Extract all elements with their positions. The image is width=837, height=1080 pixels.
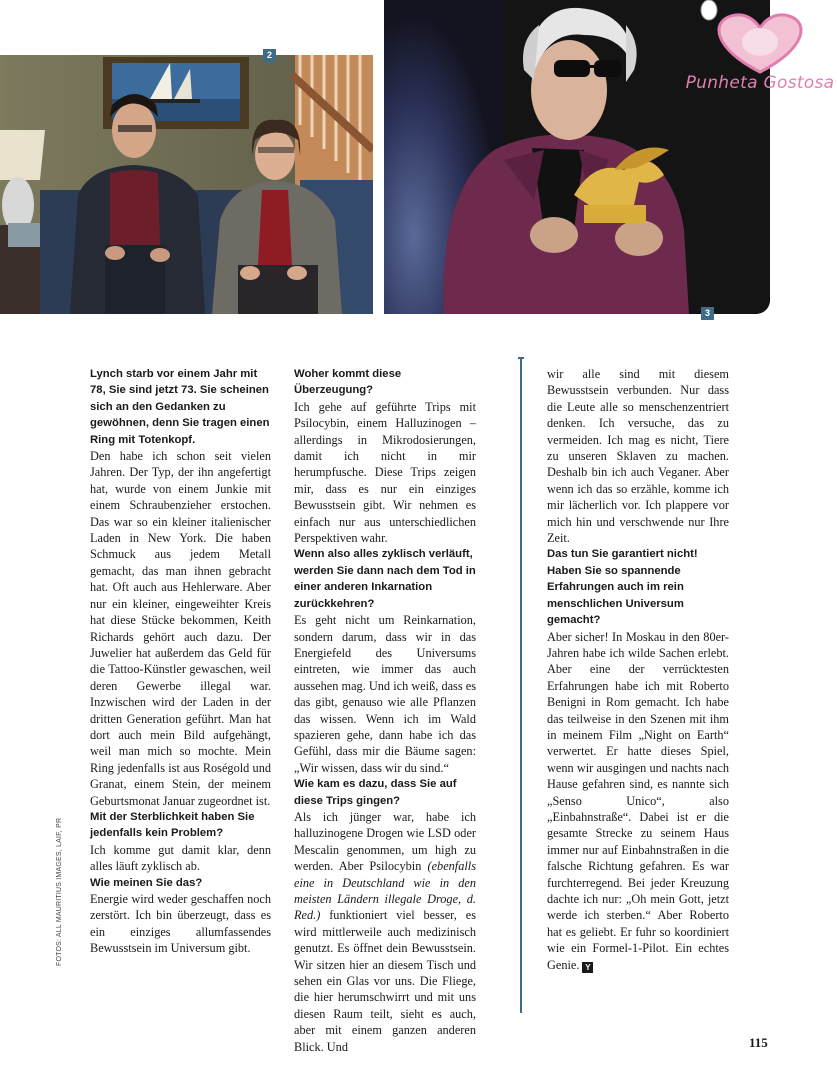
interview-answer: Energie wird weder geschaffen noch zerstört. Ich bin überzeugt, dass es ein einziges allumfassendes Bewusstsein im Universum gibt. — [90, 892, 271, 956]
interview-question: Lynch starb vor einem Jahr mit 78, Sie sind jetzt 73. Sie scheinen sich an den Gedanken zu gewöhnen, denn Sie tragen einen Ring mit Totenkopf. — [90, 368, 270, 446]
interview-question: Das tun Sie garantiert nicht! Haben Sie so spannende Erfahrungen auch im rein menschlichen Universum gemacht? — [547, 548, 698, 627]
interview-answer — [547, 629, 729, 974]
article-column-1 — [90, 366, 271, 957]
photo-credit: FOTOS: ALL MAURITIUS IMAGES, LAIF, PR — [56, 817, 63, 966]
interview-question: Wie meinen Sie das? — [90, 876, 203, 889]
interview-question: Wenn also alles zyklisch verläuft, werden Sie dann nach dem Tod in einer anderen Inkarnation zurückkehren? — [294, 548, 476, 610]
interview-answer — [294, 809, 476, 1055]
editor-note: (ebenfalls eine in Deutschland wie in den meisten Ländern illegale Droge, d. Red.) — [294, 859, 476, 923]
photo-number-badge: 2 — [263, 49, 276, 62]
interview-question: Wie kam es dazu, dass Sie auf diese Trips gingen? — [294, 778, 457, 807]
column-divider — [520, 357, 522, 1013]
interview-question: Woher kommt diese Überzeugung? — [294, 368, 402, 397]
answer-text: Aber sicher! In Moskau in den 80er-Jahren habe ich wilde Sachen erlebt. Aber eine der verrücktesten Erfahrungen habe ich mit Roberto Benigni in Rom gemacht. Ich habe das teilweise in den Szenen mit ihm in meinem Film „Night on Earth“ verwertet. Er hatte dieses Spiel, wenn wir ausgingen und nachts nach Hause gefahren sind, es nannte sich „Senso Unico“, also „Einbahnstraße“. Dabei ist er die gesamte Strecke zu seinem Haus immer nur auf Einbahnstraßen in die falsche Richtung gefahren. Es war furchterregend. Bei jeder Kreuzung dachte ich nur: „Oh mein Gott, jetzt werde ich sterben.“ Aber Roberto hat es geliebt. Er fuhr so koordiniert wie ein Formel-1-Pilot. Ein echtes Genie. — [547, 629, 729, 972]
answer-text: funktioniert viel besser, es wird mittlerweile auch medizinisch genutzt. Es öffnet dein Bewusstsein. Wir sitzen hier an diesem Tisch und sehen ein Glas vor uns. Die Fliege, die hier herumschwirrt und mit uns diesen Raum teilt, sieht es auch, aber mit einem ganzen anderen Blick. Und — [294, 908, 476, 1054]
interview-answer: wir alle sind mit diesem Bewusstsein verbunden. Nur dass die Leute alle so menschenzentriert denken. Ich versuche, das zu vermeiden. Ich mag es nicht, Tiere zu unseren Sklaven zu machen. Deshalb bin ich auch Veganer. Aber wenn ich das so erzähle, komme ich mir lächerlich vor. Ich plappere vor mich hin und verschwende nur Ihre Zeit. — [547, 367, 729, 546]
interview-answer: Es geht nicht um Reinkarnation, sondern darum, dass wir in das Energiefeld des Universums eintreten, wie immer das auch aussehen mag. Und ich weiß, dass es das gibt, genauso wie alle Pflanzen das wissen. Wenn ich im Wald spazieren gehe, dann habe ich das Gefühl, dass mir die Bäume sagen: „Wir wissen, dass wir du sind.“ — [294, 613, 476, 775]
article-end-mark-icon: Y — [582, 962, 593, 973]
page-number: 115 — [749, 1035, 768, 1050]
heart-logo-icon — [683, 0, 837, 80]
interview-question: Mit der Sterblichkeit haben Sie jedenfalls kein Problem? — [90, 810, 255, 840]
photo-couple-on-sofa-image — [0, 55, 373, 314]
watermark-text: Punheta Gostosa — [685, 73, 835, 93]
watermark-logo — [683, 0, 837, 100]
photo-couple-on-sofa — [0, 55, 373, 314]
interview-answer: Ich gehe auf geführte Trips mit Psilocybin, einem Halluzinogen – allerdings in Mikrodosierungen, damit ich nicht in mir herumpfusche. Diese Trips zeigen mir, dass es nur ein einziges Bewusstsein gibt. Wir nehmen es einfach nur aus unterschiedlichen Perspektiven wahr. — [294, 399, 476, 546]
photo-number-badge: 3 — [701, 307, 714, 320]
article-column-3 — [547, 366, 729, 973]
interview-answer: Den habe ich schon seit vielen Jahren. Der Typ, der ihn angefertigt hat, wurde von einem Junkie mit einem Schraubenzieher erstochen. Das war so ein kleiner italienischer Laden in New York. Die haben Schmuck aus jedem Metall gemacht, das man ihnen gebracht hat. Oft auch aus Hehlerware. Aber nur ein kleiner, eingeweihter Kreis hat diese Stücke bekommen, Keith Richards gehört auch dazu. Der Juwelier hat außerdem das Geld für die Tattoo-Künstler gewaschen, weil deren Gewerbe illegal war. Inzwischen wird der Laden in der dritten Generation geführt. Man hat dort auch mein Bild aufgehängt, weil man mich so mochte. Mein Ring jedenfalls ist aus Roségold und Granat, einem Stein, der meinem Geburtsmonat Januar zugeordnet ist. — [90, 449, 271, 808]
article-column-2 — [294, 366, 476, 1055]
answer-text: Als ich jünger war, habe ich halluzinogene Drogen wie LSD oder Mescalin genommen, um high zu werden. Aber Psilocybin — [294, 809, 476, 874]
column-divider-tick — [518, 357, 524, 359]
interview-answer: Ich komme gut damit klar, denn alles läuft zyklisch ab. — [90, 842, 271, 874]
